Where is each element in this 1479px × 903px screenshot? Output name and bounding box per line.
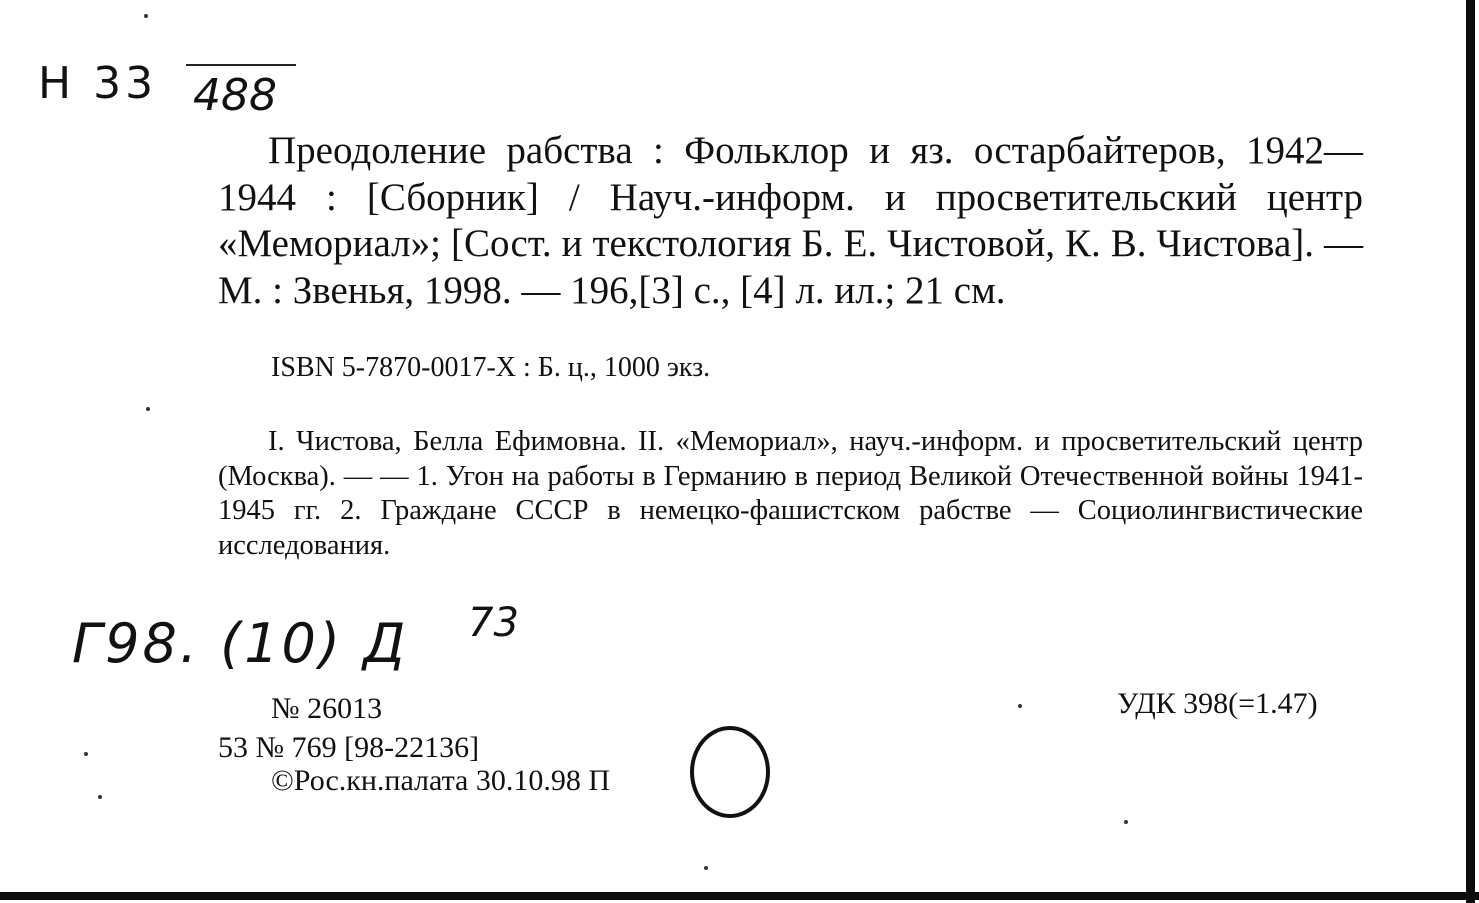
- record-number: 53 № 769 [98-22136]: [218, 731, 480, 764]
- udk-code: УДК 398(=1.47): [1117, 687, 1318, 720]
- subject-tracings: I. Чистова, Белла Ефимовна. II. «Мемориал», науч.-информ. и просветительский центр (Москва). — — 1. Угон на работы в Германию в период Великой Отечественной войны 1941-1945 гг. 2. Граждане СССР в немецко-фашистском рабстве — Социолингвистические исследования.: [218, 426, 1363, 561]
- card-edge-bottom: [0, 892, 1479, 900]
- registration-number: № 26013: [271, 692, 383, 725]
- card-edge-right: [1466, 0, 1475, 903]
- speck: [704, 866, 708, 870]
- bibliographic-description: Преодоление рабства : Фольклор и яз. остарбайтеров, 1942—1944 : [Сборник] / Науч.-информ. и просветительский центр «Мемориал»; [Сост. и текстология Б. Е. Чистовой, К. В. Чистова]. — М. : Звенья, 1998. — 196,[3] с., [4] л. ил.; 21 см.: [218, 129, 1363, 312]
- call-number: Н 33: [38, 58, 158, 109]
- speck: [146, 407, 150, 411]
- speck: [84, 752, 88, 756]
- ink-stamp-circle: [690, 726, 770, 818]
- speck: [144, 14, 148, 18]
- call-number-cutter: 488: [193, 70, 277, 121]
- isbn-line: ISBN 5-7870-0017-X : Б. ц., 1000 экз.: [271, 352, 711, 383]
- speck: [1018, 704, 1022, 708]
- call-number-overline: [186, 64, 296, 66]
- copyright-line: ©Рос.кн.палата 30.10.98 П: [271, 764, 611, 797]
- speck: [98, 795, 102, 799]
- speck: [1124, 820, 1128, 824]
- classification-mark: Г98. (10) Д: [72, 612, 409, 675]
- classification-superscript: 73: [468, 600, 519, 646]
